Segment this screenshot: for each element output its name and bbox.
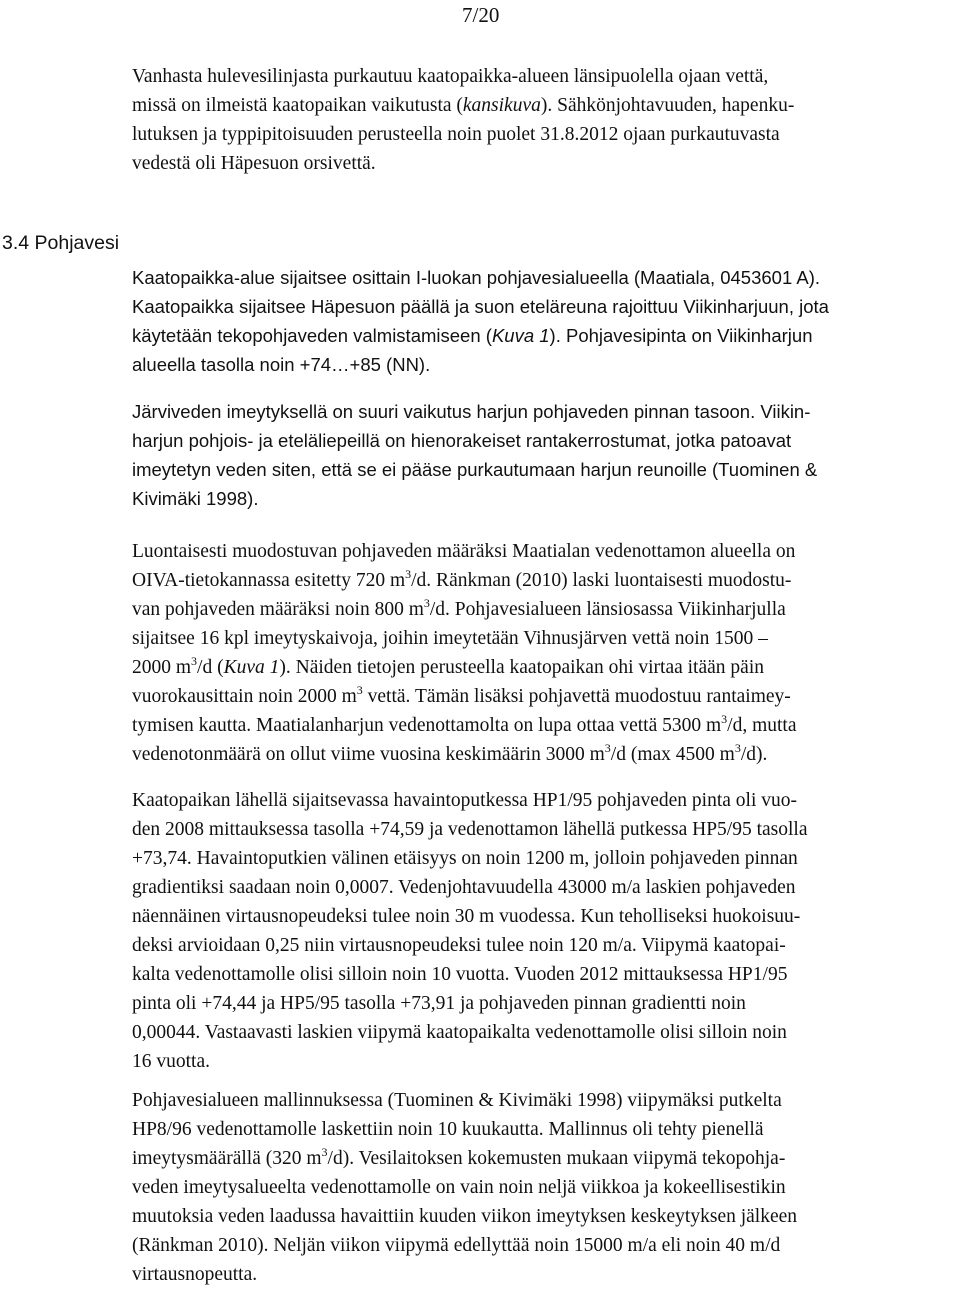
text-span: vettä. Tämän lisäksi pohjavettä muodostuu rantaimey- bbox=[362, 686, 791, 707]
text-span: käytetään tekopohjaveden valmistamiseen ( bbox=[132, 325, 492, 346]
text-line bbox=[132, 653, 958, 682]
text-line: 16 vuotta. bbox=[132, 1051, 210, 1072]
italic-reference: kansikuva bbox=[462, 95, 541, 116]
text-line bbox=[132, 1144, 958, 1173]
section-heading: 3.4 Pohjavesi bbox=[2, 232, 120, 254]
text-line: Järviveden imeytyksellä on suuri vaikutus harjun pohjaveden pinnan tasoon. Viikin- bbox=[132, 401, 811, 422]
text-line: sijaitsee 16 kpl imeytyskaivoja, joihin imeytetään Vihnusjärven vettä noin 1500 – bbox=[132, 628, 768, 649]
text-span: tymisen kautta. Maatialanharjun vedenottamolta on lupa ottaa vettä 5300 m bbox=[132, 715, 722, 736]
page-number: 7/20 bbox=[462, 3, 500, 27]
text-line: (Ränkman 2010). Neljän viikon viipymä edellyttää noin 15000 m/a eli noin 40 m/d bbox=[132, 1235, 781, 1256]
text-line: kalta vedenottamolle olisi silloin noin 10 vuotta. Vuoden 2012 mittauksessa HP1/95 bbox=[132, 964, 788, 985]
text-span: /d, mutta bbox=[727, 715, 797, 736]
text-span: 2000 m bbox=[132, 657, 192, 678]
text-line: Kivimäki 1998). bbox=[132, 488, 259, 509]
infiltration-paragraph bbox=[132, 397, 958, 513]
text-line: Pohjavesialueen mallinnuksessa (Tuominen & Kivimäki 1998) viipymäksi putkelta bbox=[132, 1090, 782, 1111]
italic-reference: Kuva 1 bbox=[223, 657, 280, 678]
text-line: gradientiksi saadaan noin 0,0007. Vedenjohtavuudella 43000 m/a laskien pohjaveden bbox=[132, 877, 796, 898]
superscript: 3 bbox=[604, 741, 611, 755]
text-line: imeytetyn veden siten, että se ei pääse purkautumaan harjun reunoille (Tuominen & bbox=[132, 459, 818, 480]
text-line: Vanhasta hulevesilinjasta purkautuu kaatopaikka-alueen länsipuolella ojaan vettä, bbox=[132, 66, 769, 87]
text-span: van pohjaveden määräksi noin 800 m bbox=[132, 599, 424, 620]
text-line: Kaatopaikka sijaitsee Häpesuon päällä ja suon eteläreuna rajoittuu Viikinharjuun, jota bbox=[132, 296, 829, 317]
text-line bbox=[132, 711, 958, 740]
text-line: Kaatopaikka-alue sijaitsee osittain I-luokan pohjavesialueella (Maatiala, 0453601 A). bbox=[132, 267, 821, 288]
text-line: alueella tasolla noin +74…+85 (NN). bbox=[132, 354, 431, 375]
text-line: veden imeytysalueelta vedenottamolle on vain noin neljä viikkoa ja kokeellisestikin bbox=[132, 1177, 786, 1198]
text-span: imeytysmäärällä (320 m bbox=[132, 1148, 322, 1169]
text-line bbox=[132, 566, 958, 595]
observation-pipes-paragraph bbox=[132, 786, 958, 1076]
superscript: 3 bbox=[405, 567, 412, 581]
groundwater-area-paragraph bbox=[132, 263, 958, 379]
text-line: lutuksen ja typpipitoisuuden perusteella noin puolet 31.8.2012 ojaan purkautuvasta bbox=[132, 124, 780, 145]
superscript: 3 bbox=[191, 654, 198, 668]
text-line: deksi arvioidaan 0,25 niin virtausnopeudeksi tulee noin 120 m/a. Viipymä kaatopai- bbox=[132, 935, 786, 956]
superscript: 3 bbox=[321, 1145, 328, 1159]
text-line: pinta oli +74,44 ja HP5/95 tasolla +73,91 ja pohjaveden pinnan gradientti noin bbox=[132, 993, 746, 1014]
modelling-paragraph bbox=[132, 1086, 958, 1289]
text-line bbox=[132, 682, 958, 711]
text-span: /d (max 4500 m bbox=[610, 744, 735, 765]
text-line bbox=[132, 91, 958, 120]
text-line: Luontaisesti muodostuvan pohjaveden määräksi Maatialan vedenottamon alueella on bbox=[132, 541, 796, 562]
text-span: /d). bbox=[740, 744, 768, 765]
intro-paragraph bbox=[132, 62, 958, 178]
text-line bbox=[132, 595, 958, 624]
text-span: vuorokausittain noin 2000 m bbox=[132, 686, 357, 707]
text-line: +73,74. Havaintoputkien välinen etäisyys on noin 1200 m, jolloin pohjaveden pinnan bbox=[132, 848, 798, 869]
text-line: Kaatopaikan lähellä sijaitsevassa havaintoputkessa HP1/95 pohjaveden pinta oli vuo- bbox=[132, 790, 797, 811]
text-span: /d. Pohjavesialueen länsiosassa Viikinharjulla bbox=[429, 599, 786, 620]
text-span: ). Sähkönjohtavuuden, hapenku- bbox=[540, 95, 795, 116]
text-span: ). Näiden tietojen perusteella kaatopaikan ohi virtaa itään päin bbox=[279, 657, 764, 678]
groundwater-formation-paragraph bbox=[132, 537, 958, 769]
text-line bbox=[132, 740, 958, 769]
text-line: virtausnopeutta. bbox=[132, 1264, 258, 1285]
text-line: harjun pohjois- ja eteläliepeillä on hienorakeiset rantakerrostumat, jotka patoavat bbox=[132, 430, 792, 451]
text-line: vedestä oli Häpesuon orsivettä. bbox=[132, 153, 376, 174]
text-line: näennäinen virtausnopeudeksi tulee noin 30 m vuodessa. Kun teholliseksi huokoisuu- bbox=[132, 906, 801, 927]
text-line bbox=[132, 321, 958, 350]
text-span: missä on ilmeistä kaatopaikan vaikutusta ( bbox=[132, 95, 463, 116]
text-span: /d ( bbox=[197, 657, 224, 678]
superscript: 3 bbox=[423, 596, 430, 610]
superscript: 3 bbox=[734, 741, 741, 755]
text-line: muutoksia veden laadussa havaittiin kuuden viikon imeytyksen keskeytyksen jälkeen bbox=[132, 1206, 798, 1227]
superscript: 3 bbox=[356, 683, 363, 697]
text-line: 0,00044. Vastaavasti laskien viipymä kaatopaikalta vedenottamolle olisi silloin noin bbox=[132, 1022, 787, 1043]
text-span: ). Pohjavesipinta on Viikinharjun bbox=[549, 325, 813, 346]
text-span: /d. Ränkman (2010) laski luontaisesti muodostu- bbox=[411, 570, 792, 591]
text-span: /d). Vesilaitoksen kokemusten mukaan viipymä tekopohja- bbox=[327, 1148, 786, 1169]
text-line: den 2008 mittauksessa tasolla +74,59 ja vedenottamon lähellä putkessa HP5/95 tasolla bbox=[132, 819, 808, 840]
text-span: OIVA-tietokannassa esitetty 720 m bbox=[132, 570, 406, 591]
text-span: vedenotonmäärä on ollut viime vuosina keskimäärin 3000 m bbox=[132, 744, 605, 765]
superscript: 3 bbox=[721, 712, 728, 726]
text-line: HP8/96 vedenottamolle laskettiin noin 10 kuukautta. Mallinnus oli tehty pienellä bbox=[132, 1119, 764, 1140]
italic-reference: Kuva 1 bbox=[491, 325, 550, 346]
